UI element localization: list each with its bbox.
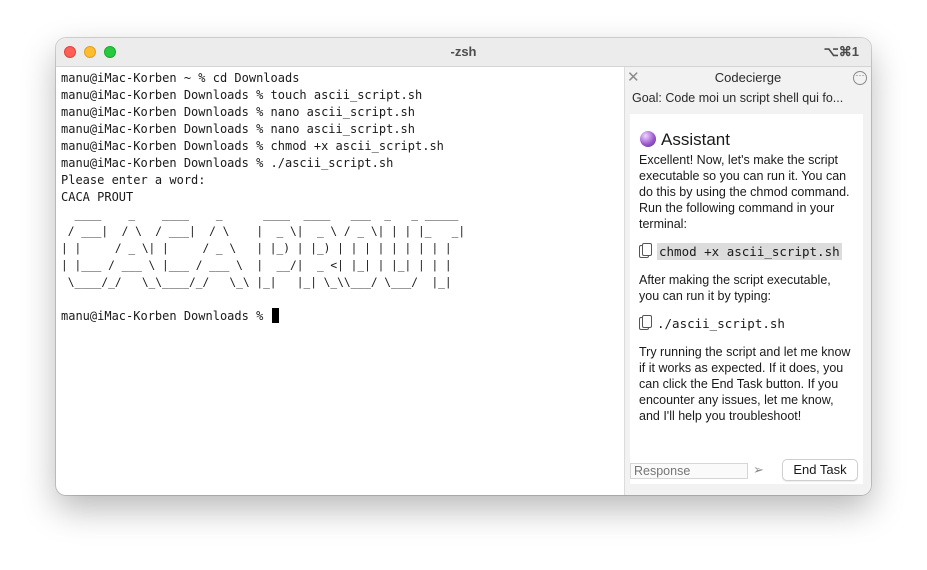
terminal-line: manu@iMac-Korben Downloads % chmod +x ascii_script.sh <box>61 139 444 153</box>
command-text: chmod +x ascii_script.sh <box>659 244 840 259</box>
command-text: ./ascii_script.sh <box>657 316 785 331</box>
assistant-message <box>630 114 863 484</box>
send-icon[interactable]: ➢ <box>753 462 764 477</box>
response-input[interactable] <box>630 463 748 479</box>
text-cursor <box>272 308 279 323</box>
terminal-line: Please enter a word: <box>61 173 206 187</box>
ascii-art-line: ____ _ ____ _ ____ ____ ___ _ _ _____ <box>61 208 466 221</box>
blank-line <box>61 291 624 308</box>
end-task-button[interactable]: End Task <box>782 459 858 481</box>
goal-text: Goal: Code moi un script shell qui fo... <box>632 91 844 105</box>
terminal-prompt-line[interactable] <box>61 308 624 325</box>
command-block <box>639 314 854 334</box>
title-bar[interactable] <box>56 38 871 67</box>
command-block <box>639 242 854 262</box>
assistant-header <box>639 130 854 150</box>
terminal-line: CACA PROUT <box>61 190 134 204</box>
close-icon[interactable]: ✕ <box>627 69 640 86</box>
crystal-ball-icon <box>640 131 656 147</box>
terminal-window <box>56 38 871 495</box>
terminal-line: manu@iMac-Korben Downloads % touch ascii_script.sh <box>61 88 423 102</box>
more-icon[interactable]: ··· <box>853 71 867 85</box>
panel-header <box>625 67 871 89</box>
assistant-label: Assistant <box>661 130 730 149</box>
message-middle: After making the script executable, you can run it by typing: <box>639 273 831 303</box>
copy-icon[interactable] <box>639 317 649 330</box>
terminal-line: manu@iMac-Korben Downloads % nano ascii_script.sh <box>61 122 416 136</box>
message-outro: Try running the script and let me know if it works as expected. If it does, you can click the End Task button. If you encounter any issues, let me know, and I'll help you troubleshoot! <box>639 345 851 423</box>
message-intro: Excellent! Now, let's make the script executable so you can run it. You can do this by using the chmod command. Run the following command in your terminal: <box>639 153 850 231</box>
response-bar <box>625 455 871 495</box>
codecierge-panel <box>624 67 871 495</box>
terminal-output[interactable] <box>56 67 624 495</box>
terminal-line: manu@iMac-Korben Downloads % ./ascii_script.sh <box>61 156 394 170</box>
terminal-line: manu@iMac-Korben ~ % cd Downloads <box>61 71 300 85</box>
window-shortcut: ⌥⌘1 <box>823 44 859 59</box>
copy-icon[interactable] <box>639 245 649 258</box>
panel-title: Codecierge <box>714 70 782 85</box>
ascii-art-line: | |___ / ___ \ |___ / ___ \ | __/| _ <| |_| | |_| | | | <box>61 259 466 272</box>
ascii-art-line: | | / _ \| | / _ \ | |_) | |_) | | | | | | | | | <box>61 242 466 255</box>
ascii-art-line: \____/_/ \_\____/_/ \_\ |_| |_| \_\\___/ \___/ |_| <box>61 276 466 289</box>
ascii-art-line: / ___| / \ / ___| / \ | _ \| _ \ / _ \| | | |_ _| <box>61 225 466 238</box>
window-title: -zsh <box>450 44 477 59</box>
terminal-prompt: manu@iMac-Korben Downloads % <box>61 309 271 323</box>
terminal-line: manu@iMac-Korben Downloads % nano ascii_script.sh <box>61 105 416 119</box>
